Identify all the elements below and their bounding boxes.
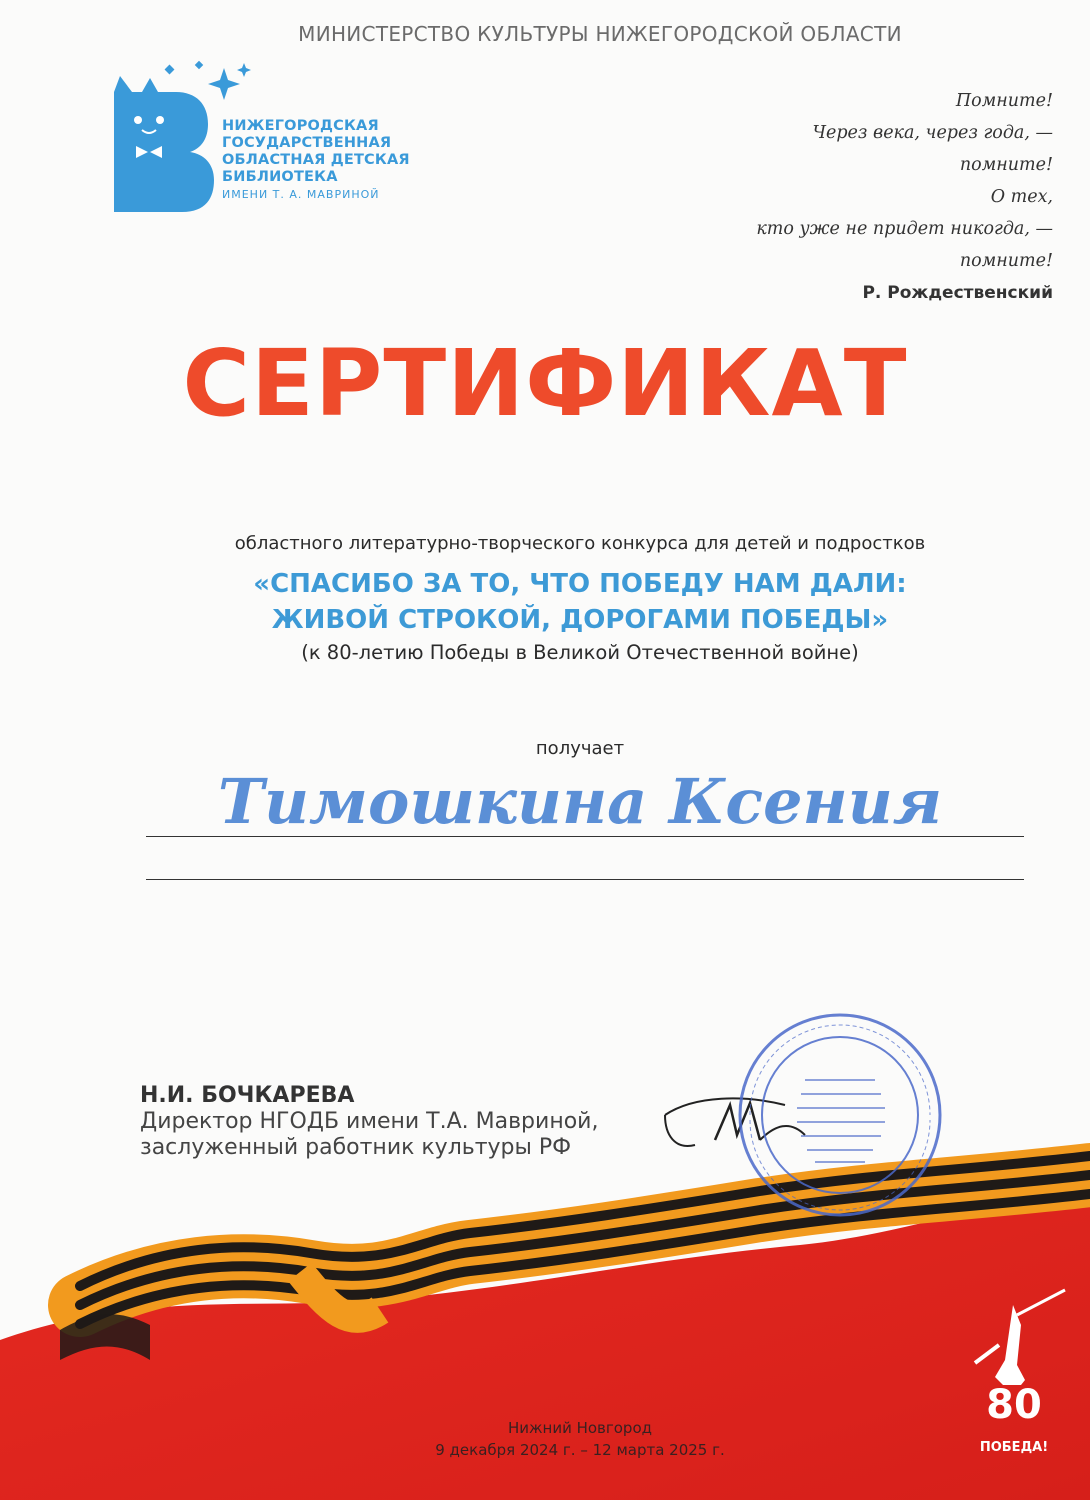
library-name-line: ГОСУДАРСТВЕННАЯ xyxy=(222,135,392,151)
footer-city: Нижний Новгород xyxy=(507,1419,653,1437)
epigraph-poem xyxy=(756,85,1053,309)
poem-line: кто уже не придет никогда, — xyxy=(756,219,1053,239)
library-name-line: БИБЛИОТЕКА xyxy=(222,169,338,185)
certificate-title: СЕРТИФИКАТ xyxy=(182,330,908,437)
official-stamp xyxy=(735,1010,945,1220)
contest-name xyxy=(0,566,1090,638)
signer-title: заслуженный работник культуры РФ xyxy=(140,1135,572,1160)
badge-word: ПОБЕДА! xyxy=(979,1440,1049,1455)
poem-line: Помните! xyxy=(955,91,1053,111)
contest-name-line: «СПАСИБО ЗА ТО, ЧТО ПОБЕДУ НАМ ДАЛИ: xyxy=(253,569,907,599)
library-name-sub: ИМЕНИ Т. А. МАВРИНОЙ xyxy=(222,188,380,201)
poem-line: О тех, xyxy=(990,187,1053,207)
signer-name: Н.И. БОЧКАРЕВА xyxy=(140,1083,355,1108)
recipient-name: Тимошкина Ксения xyxy=(217,765,943,838)
library-name xyxy=(222,118,410,203)
contest-lead: областного литературно-творческого конкурса для детей и подростков xyxy=(234,533,926,554)
ministry-header: МИНИСТЕРСТВО КУЛЬТУРЫ НИЖЕГОРОДСКОЙ ОБЛАСТИ xyxy=(298,22,902,46)
footer xyxy=(0,1417,1090,1461)
contest-occasion: (к 80-летию Победы в Великой Отечественной войне) xyxy=(301,641,859,664)
blank-underline xyxy=(146,879,1024,880)
signer-block xyxy=(140,1083,598,1161)
contest-name-line: ЖИВОЙ СТРОКОЙ, ДОРОГАМИ ПОБЕДЫ» xyxy=(271,605,889,635)
recipient-underline xyxy=(146,836,1024,837)
library-name-line: ОБЛАСТНАЯ ДЕТСКАЯ xyxy=(222,152,410,168)
badge-number: 80 xyxy=(986,1382,1042,1428)
poem-line: помните! xyxy=(959,251,1053,271)
signer-role: Директор НГОДБ имени Т.А. Мавриной, xyxy=(140,1109,599,1134)
receives-label: получает xyxy=(535,738,625,759)
poem-author: Р. Рождественский xyxy=(862,283,1053,303)
library-name-line: НИЖЕГОРОДСКАЯ xyxy=(222,118,379,134)
footer-dates: 9 декабря 2024 г. – 12 марта 2025 г. xyxy=(435,1441,725,1459)
poem-line: помните! xyxy=(959,155,1053,175)
poem-line: Через века, через года, — xyxy=(812,123,1053,143)
